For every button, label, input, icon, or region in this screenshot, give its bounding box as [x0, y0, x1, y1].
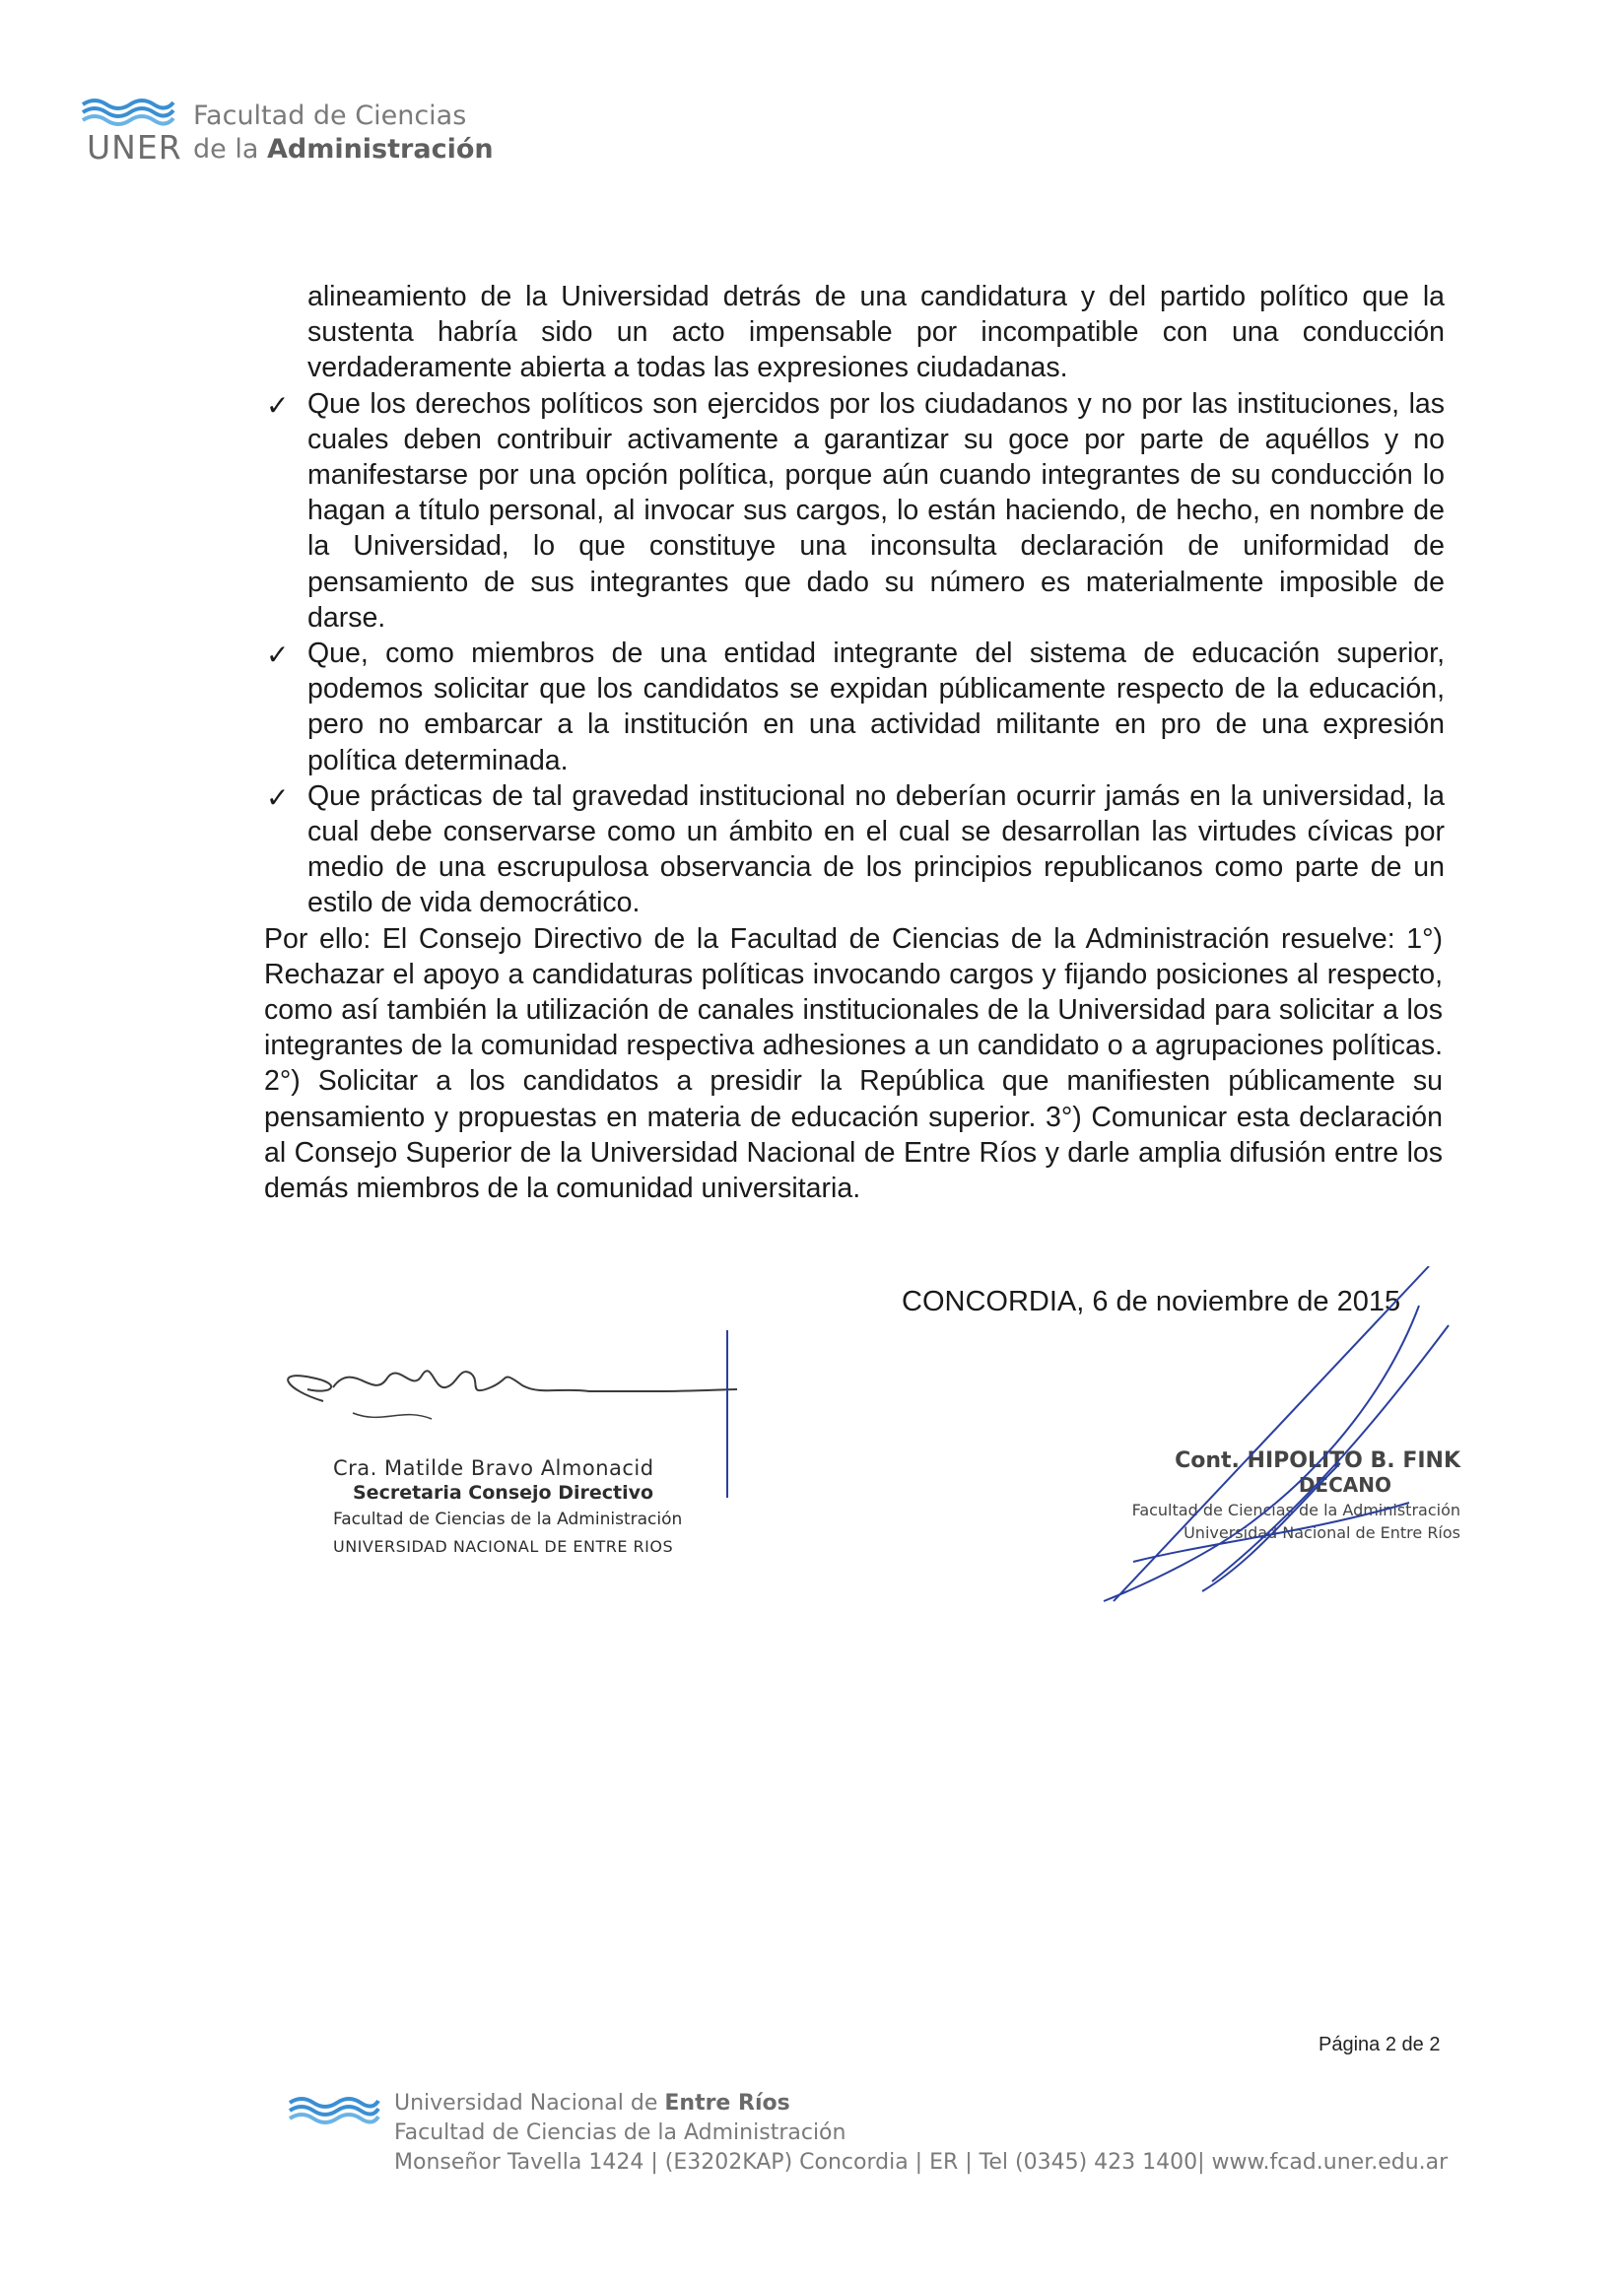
signer-faculty: Facultad de Ciencias de la Administración [1131, 1501, 1460, 1519]
intro-paragraph: alineamiento de la Universidad detrás de una candidatura y del partido político que la sustenta habría sido un acto impensable por incompatible con una conducción verdaderamente abierta a todas las expresiones ciudadanas. [307, 281, 1445, 384]
waves-logo-icon [81, 95, 175, 130]
signature-block-right [1094, 1266, 1488, 1621]
signer-name: Cont. HIPOLITO B. FINK [1175, 1448, 1460, 1473]
signer-name: Cra. Matilde Bravo Almonacid [333, 1456, 654, 1480]
logo-line2-prefix: de la [193, 134, 267, 165]
list-item [266, 778, 1445, 921]
handwritten-signature-right [1094, 1266, 1488, 1621]
logo-faculty-line2 [193, 134, 494, 165]
checkmark-icon: ✓ [266, 781, 290, 813]
date-line: CONCORDIA, 6 de noviembre de 2015 [902, 1286, 1401, 1317]
logo-faculty-line1: Facultad de Ciencias [193, 101, 467, 131]
signature-block-left [264, 1330, 777, 1586]
page-footer [288, 2089, 1470, 2207]
footer-university [394, 2089, 1448, 2118]
checkmark-icon: ✓ [266, 389, 290, 421]
faculty-logo [81, 95, 495, 173]
list-item-text: Que, como miembros de una entidad integrante del sistema de educación superior, podemos solicitar que los candidatos se expidan públicamente respecto de la educación, pero no embarcar a la institución en una actividad militante en pro de una expresión política determinada. [307, 638, 1445, 776]
footer-faculty: Facultad de Ciencias de la Administración [394, 2120, 846, 2145]
list-item-text: Que prácticas de tal gravedad institucional no deberían ocurrir jamás en la universidad, la cual debe conservarse como un ámbito en el cual se desarrollan las virtudes cívicas por medio de una escrupulosa observancia de los principios republicanos como parte de un estilo de vida democrático. [307, 779, 1445, 919]
resolution-paragraph: Por ello: El Consejo Directivo de la Facultad de Ciencias de la Administración resuelve: 1°) Rechazar el apoyo a candidaturas políticas invocando cargos y fijando posiciones al respecto, como así también la utilización de canales institucionales de la Universidad para solicitar a los integrantes de la comunidad respectiva adhesiones a un candidato o a agrupaciones políticas. 2°) Solicitar a los candidatos a presidir la República que manifiesten públicamente su pensamiento y propuestas en materia de educación superior. 3°) Comunicar esta declaración al Consejo Superior de la Universidad Nacional de Entre Ríos y darle amplia difusión entre los demás miembros de la comunidad universitaria. [264, 922, 1443, 1205]
list-item-text: Que los derechos políticos son ejercidos por los ciudadanos y no por las instituciones, las cuales deben contribuir activamente a garantizar su goce por parte de aquéllos y no manifestarse por una opción política, porque aún cuando integrantes de su conducción lo hagan a título personal, al invocar sus cargos, lo están haciendo, de hecho, en nombre de la Universidad, lo que constituye una inconsulta declaración de uniformidad de pensamiento de sus integrantes que dado su número es materialmente imposible de darse. [307, 387, 1445, 634]
logo-line2-bold: Administración [266, 134, 494, 165]
footer-university-prefix: Universidad Nacional de [394, 2091, 665, 2116]
page-number: Página 2 de 2 [1319, 2034, 1441, 2055]
signer-role: Secretaria Consejo Directivo [353, 1482, 654, 1504]
checkmark-icon: ✓ [266, 639, 290, 671]
footer-university-bold: Entre Ríos [664, 2091, 790, 2116]
logo-acronym: UNER [87, 128, 182, 167]
footer-address: Monseñor Tavella 1424 | (E3202KAP) Concordia | ER | Tel (0345) 423 1400| www.fcad.uner.edu.ar [394, 2150, 1449, 2175]
list-item [266, 636, 1445, 778]
signer-faculty: Facultad de Ciencias de la Administración [333, 1510, 683, 1529]
document-body [266, 279, 1445, 1206]
signature-stamp-left [333, 1456, 682, 1556]
waves-logo-icon [288, 2095, 380, 2126]
footer-text [394, 2089, 1448, 2178]
signer-university: UNIVERSIDAD NACIONAL DE ENTRE RIOS [333, 1537, 674, 1556]
list-item [266, 386, 1445, 636]
signer-role: DECANO [1298, 1473, 1391, 1497]
signer-university: Universidad Nacional de Entre Ríos [1184, 1523, 1460, 1542]
